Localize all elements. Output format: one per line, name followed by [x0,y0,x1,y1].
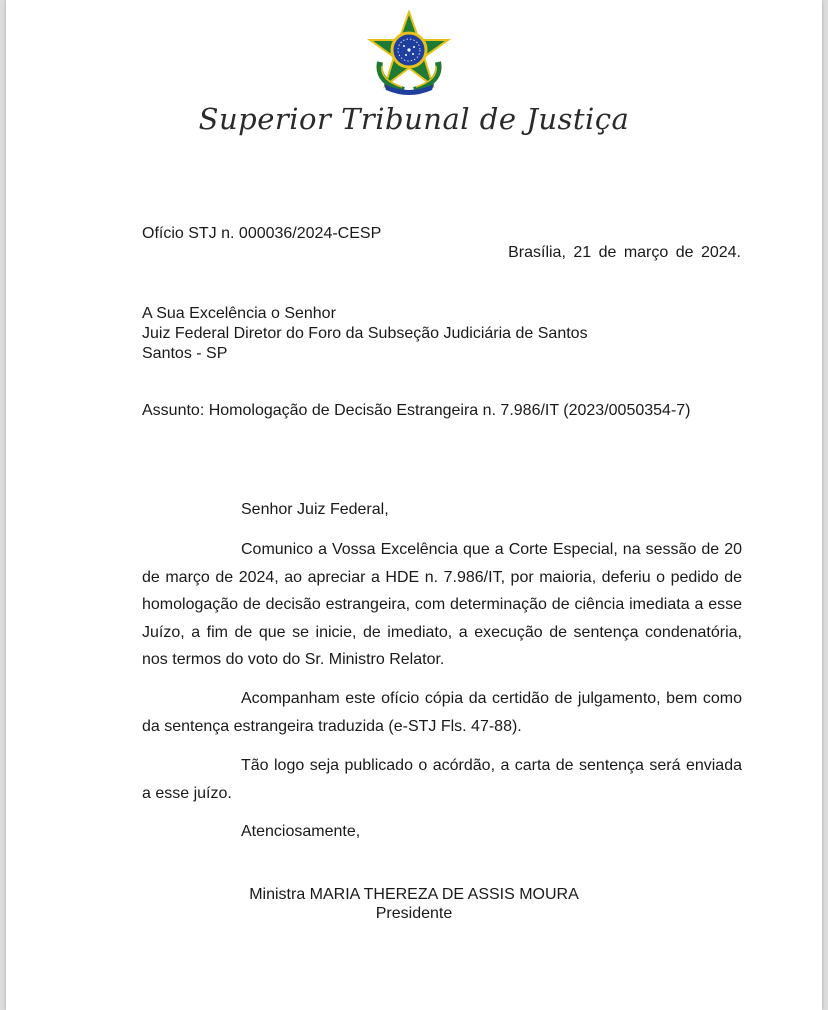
paragraph-text: Comunico a Vossa Excelência que a Corte Especial, na sessão de 20 de março de 2024, ao apreciar a HDE n. 7.986/IT, por maioria, deferiu o pedido de homologação de decisão estrangeira, com determinação de ciência imediata a esse Juízo, a fim de que se inicie, de imediato, a execução de sentença condenatória, nos termos do voto do Sr. Ministro Relator. [142,541,742,668]
salutation: Senhor Juiz Federal, [241,501,389,518]
paragraph-text: Acompanham este ofício cópia da certidão de julgamento, bem como da sentença estrangeira traduzida (e-STJ Fls. 47-88). [142,690,742,735]
signer-title: Presidente [375,905,453,922]
brazil-coat-of-arms-icon [366,10,452,96]
office-number: Ofício STJ n. 000036/2024-CESP [142,225,382,242]
body-paragraph [142,752,742,807]
closing: Atenciosamente, [241,823,361,840]
body-paragraph [142,685,742,740]
paragraph-text: Tão logo seja publicado o acórdão, a carta de sentença será enviada a esse juízo. [142,757,742,802]
body-paragraph [142,536,742,674]
court-name-logo: Superior Tribunal de Justiça [198,102,630,136]
document-page [6,0,822,1010]
subject-line: Assunto: Homologação de Decisão Estrangeira n. 7.986/IT (2023/0050354-7) [142,402,691,419]
place-date: Brasília, 21 de março de 2024. [508,244,741,261]
addressee-block [142,304,588,364]
addressee-line: Juiz Federal Diretor do Foro da Subseção Judiciária de Santos [142,325,588,342]
addressee-line: A Sua Excelência o Senhor [142,305,336,322]
signature-block [0,885,828,923]
signer-name: Ministra MARIA THEREZA DE ASSIS MOURA [249,886,579,903]
addressee-line: Santos - SP [142,345,228,362]
